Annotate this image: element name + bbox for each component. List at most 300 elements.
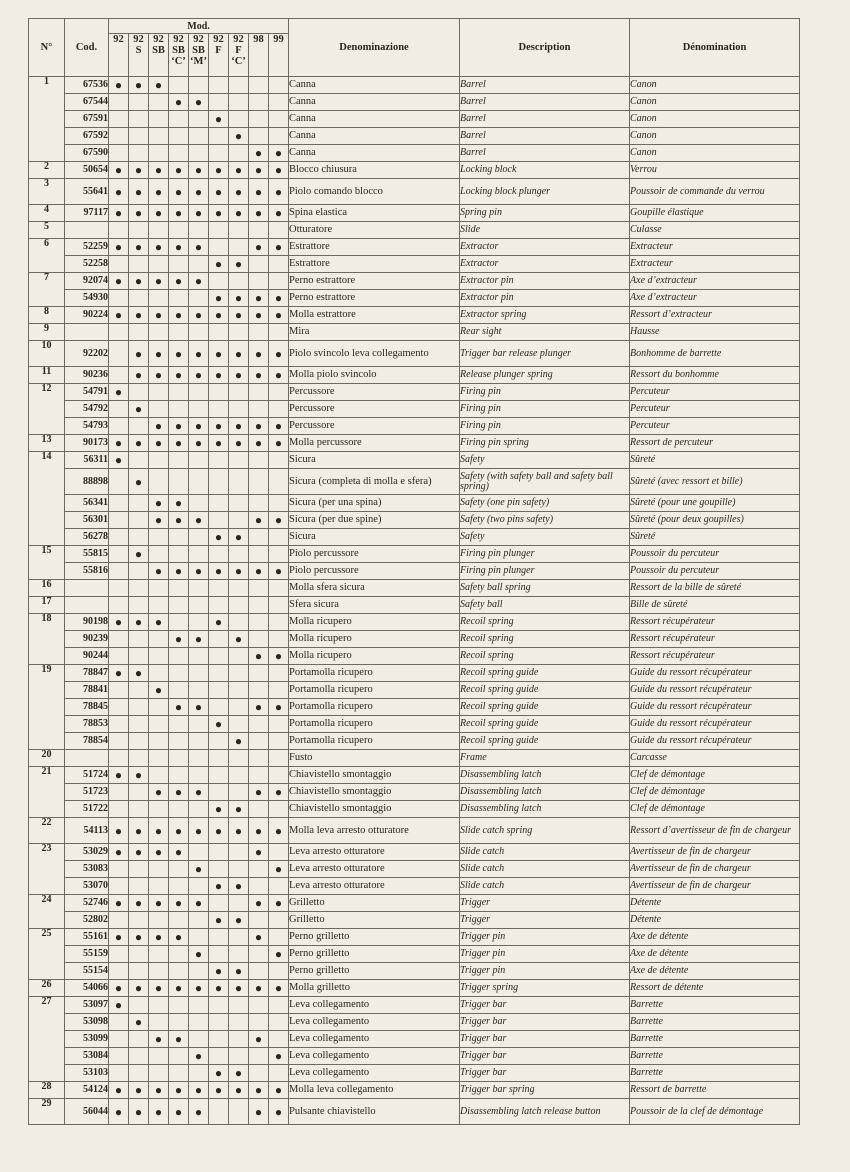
- model-dot: ●: [109, 1099, 129, 1125]
- denominazione-cell: Grilletto: [289, 895, 460, 912]
- model-dot: ●: [109, 307, 129, 324]
- model-dot: ●: [209, 716, 229, 733]
- part-code: 56311: [65, 452, 109, 469]
- denominazione-cell: Chiavistello smontaggio: [289, 784, 460, 801]
- model-cell-empty: [209, 128, 229, 145]
- model-cell-empty: [169, 1048, 189, 1065]
- model-header-6: [229, 34, 249, 77]
- model-cell-empty: [249, 256, 269, 273]
- model-cell-empty: [209, 1031, 229, 1048]
- denomination-cell: Axe de détente: [630, 963, 800, 980]
- model-label: F: [235, 45, 242, 56]
- model-dot: ●: [169, 418, 189, 435]
- model-cell-empty: [269, 128, 289, 145]
- denomination-cell: Guide du ressort récupérateur: [630, 682, 800, 699]
- model-cell-empty: [169, 750, 189, 767]
- table-row: [29, 401, 800, 418]
- model-dot: ●: [189, 341, 209, 367]
- table-row: [29, 614, 800, 631]
- part-code: 53084: [65, 1048, 109, 1065]
- part-code: 54791: [65, 384, 109, 401]
- denominazione-cell: Chiavistello smontaggio: [289, 801, 460, 818]
- part-code: 78853: [65, 716, 109, 733]
- model-cell-empty: [109, 256, 129, 273]
- header-cod: Cod.: [65, 19, 109, 77]
- denomination-cell: Sûreté: [630, 529, 800, 546]
- model-cell-empty: [189, 597, 209, 614]
- description-cell: Extractor pin: [460, 290, 630, 307]
- model-dot: ●: [229, 256, 249, 273]
- model-dot: ●: [269, 367, 289, 384]
- table-row: [29, 929, 800, 946]
- model-dot: ●: [169, 844, 189, 861]
- model-dot: ●: [169, 273, 189, 290]
- model-dot: ●: [229, 367, 249, 384]
- denominazione-cell: Leva arresto otturatore: [289, 844, 460, 861]
- denominazione-cell: Sicura (per due spine): [289, 512, 460, 529]
- model-cell-empty: [189, 111, 209, 128]
- model-cell-empty: [209, 597, 229, 614]
- denominazione-cell: Leva arresto otturatore: [289, 878, 460, 895]
- model-cell-empty: [129, 145, 149, 162]
- table-row: [29, 784, 800, 801]
- model-dot: ●: [249, 1099, 269, 1125]
- model-cell-empty: [189, 614, 209, 631]
- model-cell-empty: [189, 750, 209, 767]
- part-code: 55159: [65, 946, 109, 963]
- part-code: 90244: [65, 648, 109, 665]
- table-row: [29, 435, 800, 452]
- model-cell-empty: [249, 614, 269, 631]
- model-dot: ●: [209, 912, 229, 929]
- model-cell-empty: [249, 733, 269, 750]
- model-cell-empty: [229, 597, 249, 614]
- model-cell-empty: [189, 469, 209, 495]
- model-cell-empty: [249, 682, 269, 699]
- model-dot: ●: [129, 401, 149, 418]
- denomination-cell: Poussoir de la clef de démontage: [630, 1099, 800, 1125]
- model-cell-empty: [169, 716, 189, 733]
- model-cell-empty: [269, 324, 289, 341]
- model-dot: ●: [129, 162, 149, 179]
- model-cell-empty: [229, 648, 249, 665]
- model-dot: ●: [209, 435, 229, 452]
- item-number: 5: [29, 222, 65, 239]
- model-cell-empty: [109, 784, 129, 801]
- table-row: [29, 963, 800, 980]
- model-dot: ●: [129, 341, 149, 367]
- model-cell-empty: [189, 963, 209, 980]
- denomination-cell: Axe de détente: [630, 929, 800, 946]
- model-dot: ●: [169, 784, 189, 801]
- denominazione-cell: Piolo percussore: [289, 546, 460, 563]
- denomination-cell: Axe de détente: [630, 946, 800, 963]
- description-cell: Firing pin: [460, 401, 630, 418]
- model-label: 92: [213, 34, 224, 45]
- model-cell-empty: [129, 750, 149, 767]
- model-cell-empty: [129, 878, 149, 895]
- description-cell: Safety (one pin safety): [460, 495, 630, 512]
- model-cell-empty: [249, 324, 269, 341]
- model-cell-empty: [229, 401, 249, 418]
- model-cell-empty: [229, 750, 249, 767]
- model-dot: ●: [249, 784, 269, 801]
- model-label: 92: [193, 34, 204, 45]
- model-cell-empty: [229, 546, 249, 563]
- item-number: 25: [29, 929, 65, 980]
- part-code: 55815: [65, 546, 109, 563]
- model-dot: ●: [149, 1031, 169, 1048]
- part-code: 97117: [65, 205, 109, 222]
- model-dot: ●: [149, 418, 169, 435]
- model-cell-empty: [189, 290, 209, 307]
- part-code: 51722: [65, 801, 109, 818]
- denomination-cell: Poussoir de commande du verrou: [630, 179, 800, 205]
- denominazione-cell: Molla grilletto: [289, 980, 460, 997]
- header-denomination: Dénomination: [630, 19, 800, 77]
- model-cell-empty: [249, 912, 269, 929]
- denomination-cell: Hausse: [630, 324, 800, 341]
- model-dot: ●: [249, 179, 269, 205]
- item-number: 18: [29, 614, 65, 665]
- model-dot: ●: [129, 239, 149, 256]
- table-row: [29, 818, 800, 844]
- table-row: [29, 341, 800, 367]
- model-cell-empty: [189, 648, 209, 665]
- denominazione-cell: Molla percussore: [289, 435, 460, 452]
- model-dot: ●: [269, 946, 289, 963]
- denominazione-cell: Portamolla ricupero: [289, 682, 460, 699]
- model-dot: ●: [189, 563, 209, 580]
- model-dot: ●: [109, 77, 129, 94]
- header-denominazione: Denominazione: [289, 19, 460, 77]
- model-dot: ●: [129, 546, 149, 563]
- model-dot: ●: [149, 367, 169, 384]
- part-code: 53099: [65, 1031, 109, 1048]
- denominazione-cell: Leva collegamento: [289, 1048, 460, 1065]
- model-dot: ●: [269, 699, 289, 716]
- item-number: 9: [29, 324, 65, 341]
- model-cell-empty: [109, 401, 129, 418]
- model-cell-empty: [269, 665, 289, 682]
- part-code: 52802: [65, 912, 109, 929]
- part-code: [65, 580, 109, 597]
- model-cell-empty: [189, 716, 209, 733]
- model-cell-empty: [149, 801, 169, 818]
- model-cell-empty: [249, 384, 269, 401]
- model-dot: ●: [209, 307, 229, 324]
- model-cell-empty: [249, 997, 269, 1014]
- model-cell-empty: [129, 699, 149, 716]
- model-cell-empty: [149, 222, 169, 239]
- denomination-cell: Bonhomme de barrette: [630, 341, 800, 367]
- denominazione-cell: Molla leva collegamento: [289, 1082, 460, 1099]
- model-cell-empty: [249, 222, 269, 239]
- description-cell: Rear sight: [460, 324, 630, 341]
- model-cell-empty: [209, 580, 229, 597]
- model-dot: ●: [189, 179, 209, 205]
- description-cell: Barrel: [460, 128, 630, 145]
- denomination-cell: Barrette: [630, 1048, 800, 1065]
- table-row: [29, 946, 800, 963]
- model-cell-empty: [129, 1031, 149, 1048]
- model-dot: ●: [249, 162, 269, 179]
- model-dot: ●: [189, 1048, 209, 1065]
- model-cell-empty: [129, 452, 149, 469]
- model-label: 99: [273, 34, 284, 45]
- item-number: 27: [29, 997, 65, 1082]
- model-dot: ●: [189, 895, 209, 912]
- part-code: 90239: [65, 631, 109, 648]
- model-cell-empty: [269, 733, 289, 750]
- model-dot: ●: [249, 307, 269, 324]
- model-cell-empty: [249, 495, 269, 512]
- model-dot: ●: [269, 145, 289, 162]
- denominazione-cell: Spina elastica: [289, 205, 460, 222]
- model-dot: ●: [269, 895, 289, 912]
- denominazione-cell: Molla sfera sicura: [289, 580, 460, 597]
- description-cell: Trigger bar: [460, 1014, 630, 1031]
- table-row: [29, 239, 800, 256]
- model-label: 98: [253, 34, 264, 45]
- model-cell-empty: [149, 861, 169, 878]
- item-number: 19: [29, 665, 65, 750]
- table-row: [29, 324, 800, 341]
- model-cell-empty: [269, 614, 289, 631]
- model-cell-empty: [129, 384, 149, 401]
- model-dot: ●: [269, 341, 289, 367]
- part-code: [65, 597, 109, 614]
- model-dot: ●: [109, 205, 129, 222]
- description-cell: Firing pin spring: [460, 435, 630, 452]
- model-cell-empty: [109, 631, 129, 648]
- model-cell-empty: [229, 77, 249, 94]
- denomination-cell: Guide du ressort récupérateur: [630, 716, 800, 733]
- model-cell-empty: [249, 861, 269, 878]
- description-cell: Safety ball: [460, 597, 630, 614]
- denomination-cell: Carcasse: [630, 750, 800, 767]
- model-dot: ●: [169, 980, 189, 997]
- model-cell-empty: [269, 273, 289, 290]
- denominazione-cell: Grilletto: [289, 912, 460, 929]
- denominazione-cell: Molla ricupero: [289, 648, 460, 665]
- header-row-1: [29, 19, 800, 34]
- model-dot: ●: [249, 648, 269, 665]
- model-cell-empty: [229, 1014, 249, 1031]
- model-dot: ●: [189, 631, 209, 648]
- denomination-cell: Ressort récupérateur: [630, 648, 800, 665]
- part-code: 56044: [65, 1099, 109, 1125]
- model-cell-empty: [149, 256, 169, 273]
- model-dot: ●: [229, 179, 249, 205]
- model-cell-empty: [209, 222, 229, 239]
- model-cell-empty: [169, 963, 189, 980]
- denomination-cell: Canon: [630, 111, 800, 128]
- model-cell-empty: [249, 801, 269, 818]
- denomination-cell: Extracteur: [630, 239, 800, 256]
- table-row: [29, 597, 800, 614]
- description-cell: Safety (with safety ball and safety ball spring): [460, 469, 630, 495]
- denomination-cell: Sûreté: [630, 452, 800, 469]
- model-cell-empty: [209, 77, 229, 94]
- denominazione-cell: Piolo percussore: [289, 563, 460, 580]
- model-cell-empty: [129, 128, 149, 145]
- model-dot: ●: [269, 563, 289, 580]
- denomination-cell: Axe d’extracteur: [630, 273, 800, 290]
- model-dot: ●: [249, 980, 269, 997]
- model-dot: ●: [169, 205, 189, 222]
- model-dot: ●: [189, 784, 209, 801]
- model-dot: ●: [229, 341, 249, 367]
- model-cell-empty: [169, 256, 189, 273]
- model-cell-empty: [269, 878, 289, 895]
- model-label: 92: [153, 34, 164, 45]
- model-cell-empty: [109, 367, 129, 384]
- model-dot: ●: [129, 1082, 149, 1099]
- denomination-cell: Percuteur: [630, 384, 800, 401]
- model-dot: ●: [209, 256, 229, 273]
- item-number: 22: [29, 818, 65, 844]
- model-cell-empty: [149, 946, 169, 963]
- model-cell-empty: [189, 767, 209, 784]
- denomination-cell: Barrette: [630, 1031, 800, 1048]
- table-row: [29, 750, 800, 767]
- description-cell: Firing pin: [460, 384, 630, 401]
- model-cell-empty: [129, 256, 149, 273]
- denomination-cell: Ressort de barrette: [630, 1082, 800, 1099]
- model-dot: ●: [189, 861, 209, 878]
- model-cell-empty: [149, 1048, 169, 1065]
- model-dot: ●: [109, 239, 129, 256]
- denomination-cell: Détente: [630, 895, 800, 912]
- denominazione-cell: Canna: [289, 77, 460, 94]
- table-row: [29, 495, 800, 512]
- item-number: 16: [29, 580, 65, 597]
- denomination-cell: Canon: [630, 128, 800, 145]
- model-dot: ●: [189, 512, 209, 529]
- model-cell-empty: [169, 912, 189, 929]
- table-row: [29, 77, 800, 94]
- model-dot: ●: [229, 418, 249, 435]
- model-cell-empty: [229, 614, 249, 631]
- model-cell-empty: [209, 401, 229, 418]
- model-dot: ●: [169, 1031, 189, 1048]
- model-cell-empty: [209, 1048, 229, 1065]
- model-dot: ●: [149, 512, 169, 529]
- model-cell-empty: [209, 239, 229, 256]
- item-number: 7: [29, 273, 65, 307]
- model-label: ‘M’: [190, 56, 207, 67]
- table-row: [29, 418, 800, 435]
- model-cell-empty: [129, 801, 149, 818]
- part-code: [65, 750, 109, 767]
- model-cell-empty: [149, 733, 169, 750]
- model-cell-empty: [269, 716, 289, 733]
- model-cell-empty: [109, 861, 129, 878]
- model-cell-empty: [189, 1014, 209, 1031]
- model-dot: ●: [249, 563, 269, 580]
- model-cell-empty: [209, 682, 229, 699]
- description-cell: Recoil spring guide: [460, 699, 630, 716]
- denominazione-cell: Molla leva arresto otturatore: [289, 818, 460, 844]
- model-dot: ●: [249, 929, 269, 946]
- model-cell-empty: [229, 273, 249, 290]
- item-number: 15: [29, 546, 65, 580]
- model-dot: ●: [229, 912, 249, 929]
- model-cell-empty: [209, 997, 229, 1014]
- model-cell-empty: [169, 861, 189, 878]
- denominazione-cell: Blocco chiusura: [289, 162, 460, 179]
- description-cell: Trigger bar release plunger: [460, 341, 630, 367]
- denominazione-cell: Percussore: [289, 384, 460, 401]
- model-header-0: [109, 34, 129, 77]
- item-number: 3: [29, 179, 65, 205]
- table-row: [29, 997, 800, 1014]
- denomination-cell: Guide du ressort récupérateur: [630, 699, 800, 716]
- model-cell-empty: [149, 648, 169, 665]
- model-dot: ●: [249, 1031, 269, 1048]
- part-code: 90173: [65, 435, 109, 452]
- model-cell-empty: [129, 861, 149, 878]
- model-dot: ●: [269, 418, 289, 435]
- part-code: [65, 324, 109, 341]
- model-dot: ●: [109, 452, 129, 469]
- denominazione-cell: Leva arresto otturatore: [289, 861, 460, 878]
- model-cell-empty: [189, 1065, 209, 1082]
- description-cell: Disassembling latch: [460, 784, 630, 801]
- model-dot: ●: [169, 631, 189, 648]
- model-dot: ●: [209, 341, 229, 367]
- denominazione-cell: Perno estrattore: [289, 290, 460, 307]
- model-cell-empty: [229, 495, 249, 512]
- model-cell-empty: [109, 563, 129, 580]
- part-code: 50654: [65, 162, 109, 179]
- model-dot: ●: [149, 563, 169, 580]
- model-cell-empty: [249, 546, 269, 563]
- model-cell-empty: [189, 77, 209, 94]
- denominazione-cell: Percussore: [289, 418, 460, 435]
- description-cell: Trigger pin: [460, 946, 630, 963]
- model-cell-empty: [129, 963, 149, 980]
- model-dot: ●: [249, 699, 269, 716]
- table-row: [29, 1082, 800, 1099]
- model-dot: ●: [169, 162, 189, 179]
- model-cell-empty: [109, 469, 129, 495]
- table-row: [29, 205, 800, 222]
- denominazione-cell: Molla estrattore: [289, 307, 460, 324]
- model-cell-empty: [269, 767, 289, 784]
- part-code: 54792: [65, 401, 109, 418]
- denominazione-cell: Sicura: [289, 452, 460, 469]
- model-dot: ●: [269, 205, 289, 222]
- table-row: [29, 580, 800, 597]
- model-cell-empty: [109, 580, 129, 597]
- denominazione-cell: Molla ricupero: [289, 614, 460, 631]
- description-cell: Extractor: [460, 239, 630, 256]
- model-dot: ●: [129, 929, 149, 946]
- description-cell: Recoil spring: [460, 614, 630, 631]
- table-row: [29, 179, 800, 205]
- model-cell-empty: [129, 946, 149, 963]
- model-cell-empty: [269, 844, 289, 861]
- model-dot: ●: [129, 77, 149, 94]
- model-dot: ●: [109, 895, 129, 912]
- model-cell-empty: [249, 716, 269, 733]
- denomination-cell: Ressort récupérateur: [630, 614, 800, 631]
- model-dot: ●: [149, 307, 169, 324]
- denominazione-cell: Portamolla ricupero: [289, 665, 460, 682]
- model-cell-empty: [269, 452, 289, 469]
